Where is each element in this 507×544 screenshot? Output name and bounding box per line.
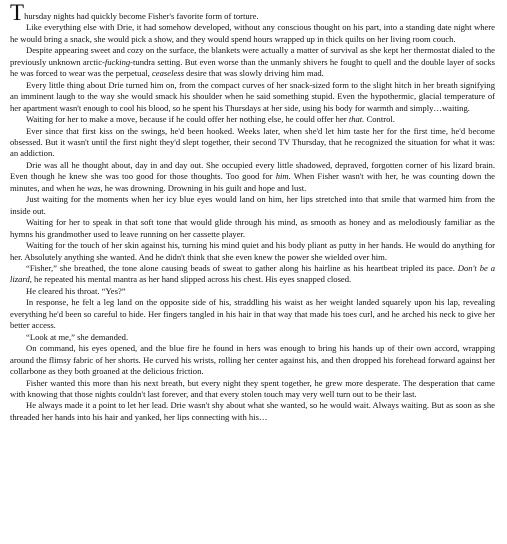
- text-run: He cleared his throat. “Yes?”: [26, 285, 126, 296]
- text-run: desire that was slowly driving him mad.: [183, 68, 324, 79]
- text-run: Waiting for her to make a move, because if he could offer her nothing else, he could offer her: [26, 114, 349, 125]
- text-run: Every little thing about Drie turned him on, from the compact curves of her snack-sized form to the slight hitch in her breath signifying an imminent laugh to the way she would smack his shoulder when he said something stupid. Even the hypothermic, glacial temperature of her apartment wasn't enough to cool his blood, so he spent his Thursdays at her side, using his body for warmth and simply…waiting.: [10, 79, 495, 113]
- paragraph: [10, 160, 495, 194]
- drop-cap: T: [10, 0, 25, 25]
- paragraph: [10, 126, 495, 160]
- text-run: “Fisher,” she breathed, the tone alone causing beads of sweat to gather along his hairline as his heartbeat tripled its pace.: [26, 262, 458, 273]
- text-run: Control.: [364, 114, 395, 125]
- text-run: Just waiting for the moments when her icy blue eyes would land on him, her lips stretched into that smile that warmed him from the inside out.: [10, 194, 495, 216]
- italic-text: him.: [275, 171, 291, 182]
- text-run: He always made it a point to let her lead. Drie wasn't shy about what she wanted, so he would wait. Always waiting. But as soon as she threaded her hands into his hair and yanked, her lips connecting with his…: [10, 400, 495, 422]
- paragraph: [10, 400, 495, 423]
- text-run: “Look at me,” she demanded.: [26, 331, 129, 342]
- text-run: Waiting for her to speak in that soft tone that would glide through his mind, as smooth as honey and as melodiously familiar as the hymns his grandmother used to leave running on her cassette player.: [10, 217, 495, 239]
- paragraph: [10, 45, 495, 79]
- paragraph: [10, 0, 495, 25]
- text-run: Like everything else with Drie, it had somehow developed, without any conscious thought on his part, into a standing date night where he would bring a snack, she would pick a show, and they would spend hours wrapped up in thick quilts on her living room couch.: [10, 22, 495, 44]
- italic-text: that.: [348, 114, 365, 125]
- text-run: Drie was all he thought about, day in and day out. She occupied every little shadowed, depraved, forgotten corner of his lizard brain. Even though he knew she was too good for those thoughts. Too good for: [10, 159, 495, 182]
- paragraph: [10, 217, 495, 240]
- text-run: Ever since that first kiss on the swings, he'd been hooked. Weeks later, when she'd let him taste her for the first time, he'd become obsessed. But it wasn't until the first night they'd slept together, their second TV Thursday, that he recognized the situation for what it was: an addiction.: [10, 125, 495, 159]
- paragraph: [10, 240, 495, 263]
- paragraph: [10, 22, 495, 45]
- paragraph: [10, 297, 495, 331]
- text-run: he repeated his mental mantra as her hand slipped across his chest. His eyes snapped closed.: [31, 274, 352, 285]
- paragraph: [10, 378, 495, 401]
- paragraph: [10, 343, 495, 377]
- text-run: he was drowning. Drowning in his guilt and hope and lust.: [102, 182, 307, 193]
- text-run: On command, his eyes opened, and the blue fire he found in hers was enough to bring his hands up of their own accord, wrapping around the flimsy fabric of her shorts. He curved his wrists, rolling her center against his, and then dropped his forehead forward against her collarbone as they both groaned at the delicious friction.: [10, 343, 495, 377]
- paragraph: [10, 263, 495, 286]
- text-run: Waiting for the touch of her skin against his, turning his mind quiet and his body pliant as putty in her hands. He would do anything for her. Absolutely anything she wanted. And he didn't think that she even knew the power she wielded over him.: [10, 240, 495, 262]
- paragraph: [10, 80, 495, 114]
- italic-text: fucking: [104, 56, 131, 67]
- italic-text: ceaseless: [151, 68, 184, 79]
- text-run: hursday nights had quickly become Fisher's favorite form of torture.: [24, 11, 259, 21]
- text-run: In response, he felt a leg land on the opposite side of his, straddling his waist as her weight landed squarely upon his lap, revealing everything he'd been so careful to hide. Her fingers tangled in his hair in that way that made his toes curl, and he arched his neck to give her better access.: [10, 297, 495, 331]
- text-run: When Fisher wasn't with her, he was counting down the minutes, and when he: [10, 171, 495, 193]
- text-run: -tundra setting. But even worse than the unmanly shivers he fought to quell and the double layer of socks he was forced to wear was the perpetual,: [10, 56, 495, 79]
- paragraph: [10, 114, 495, 125]
- text-run: Fisher wanted this more than his next breath, but every night they spent together, he grew more desperate. The desperation that came with knowing that those nights couldn't last forever, and that every stolen touch may very well turn out to be their last.: [10, 377, 495, 399]
- paragraph: [10, 332, 495, 343]
- paragraph: [10, 286, 495, 297]
- paragraph: [10, 194, 495, 217]
- text-run: Despite appearing sweet and cozy on the surface, the blankets were actually a matter of survival as she kept her thermostat dialed to the previously unknown arctic-: [10, 45, 495, 67]
- italic-text: was,: [87, 182, 103, 193]
- italic-text: Don't be a lizard,: [10, 262, 496, 285]
- chapter-text: [10, 0, 496, 423]
